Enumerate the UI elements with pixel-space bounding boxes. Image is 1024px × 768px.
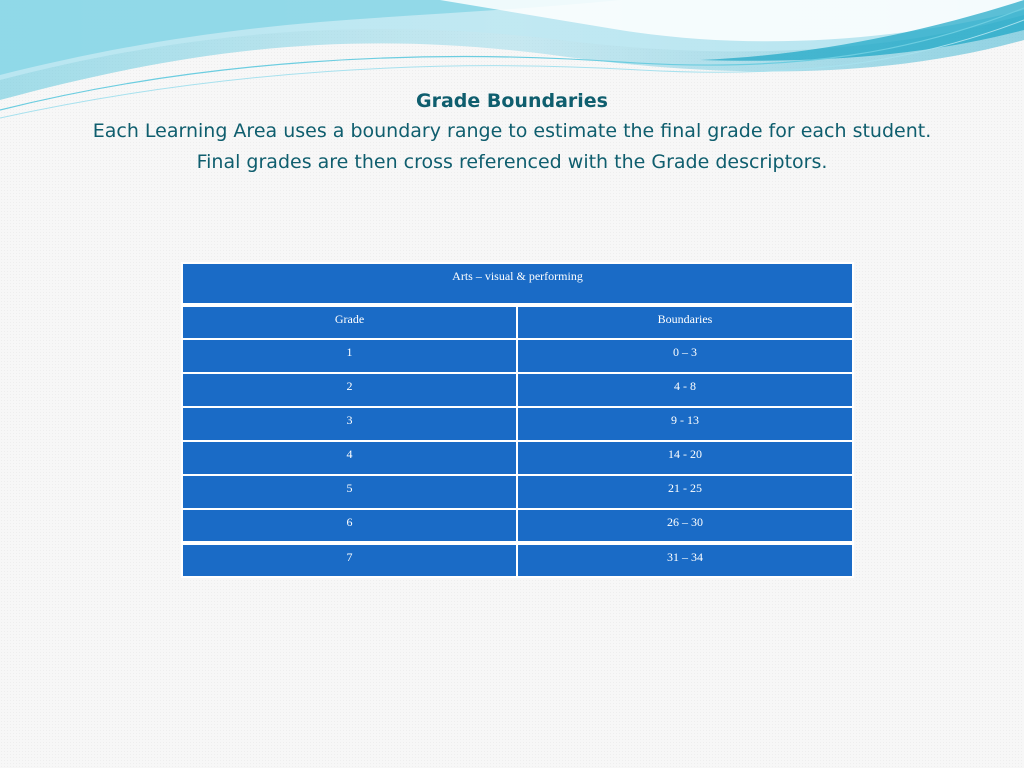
boundary-cell: 0 – 3	[517, 339, 853, 373]
boundary-cell: 4 - 8	[517, 373, 853, 407]
table-row	[182, 543, 853, 577]
grade-cell: 3	[182, 407, 517, 441]
table-caption-row	[182, 263, 853, 305]
table-header-row	[182, 305, 853, 339]
slide-heading	[0, 86, 1024, 178]
grade-boundaries-table-container	[181, 262, 854, 578]
grade-cell: 1	[182, 339, 517, 373]
table-caption-cell: Arts – visual & performing	[182, 263, 853, 305]
grade-cell: 2	[182, 373, 517, 407]
grade-cell: 7	[182, 543, 517, 577]
slide-subtitle-line-2: Final grades are then cross referenced with the Grade descriptors.	[196, 151, 828, 173]
boundary-cell: 14 - 20	[517, 441, 853, 475]
grade-cell: 5	[182, 475, 517, 509]
boundary-cell: 9 - 13	[517, 407, 853, 441]
boundary-cell: 26 – 30	[517, 509, 853, 543]
slide-title: Grade Boundaries	[416, 90, 608, 112]
grade-cell: 4	[182, 441, 517, 475]
slide-subtitle-line-1: Each Learning Area uses a boundary range to estimate the final grade for each student.	[92, 120, 932, 142]
grade-cell: 6	[182, 509, 517, 543]
grade-boundaries-table	[181, 262, 854, 578]
table-row	[182, 407, 853, 441]
table-row	[182, 373, 853, 407]
table-row	[182, 475, 853, 509]
boundary-cell: 21 - 25	[517, 475, 853, 509]
boundary-cell: 31 – 34	[517, 543, 853, 577]
table-row	[182, 509, 853, 543]
table-row	[182, 441, 853, 475]
column-header-boundaries: Boundaries	[517, 305, 853, 339]
column-header-grade: Grade	[182, 305, 517, 339]
table-row	[182, 339, 853, 373]
